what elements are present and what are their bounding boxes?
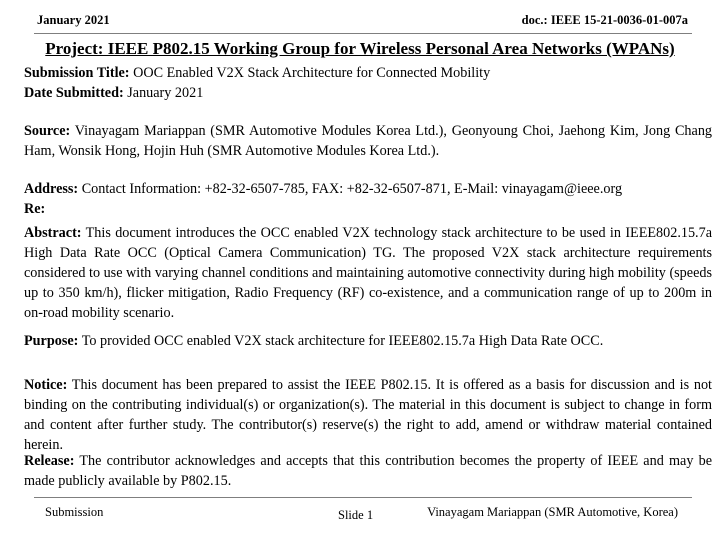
date-submitted-value: January 2021 (127, 85, 204, 101)
footer-slide-number: Slide 1 (338, 508, 374, 522)
re-field (24, 199, 712, 219)
abstract-label: Abstract: (24, 225, 82, 241)
source-value: Vinayagam Mariappan (SMR Automotive Modules Korea Ltd.), Geonyoung Choi, Jaehong Kim, Jong Chang Ham, Wonsik Hong, Hojin Huh (SMR Automotive Modules Korea Ltd.). (24, 123, 713, 159)
submission-title-label: Submission Title: (24, 65, 130, 81)
notice-field (24, 375, 712, 455)
source-label: Source: (24, 123, 71, 139)
release-value: The contributor acknowledges and accepts that this contribution becomes the property of IEEE and may be made publicly available by P802.15. (24, 453, 712, 489)
abstract-field (24, 223, 712, 323)
date-submitted-field (24, 83, 712, 103)
notice-value: This document has been prepared to assist the IEEE P802.15. It is offered as a basis for discussion and is not binding on the contributing individual(s) or organization(s). The material in this document is subject to change in form and content after further study. The contributor(s) reserve(s) the right to add, amend or withdraw material contained herein. (24, 377, 712, 453)
project-title: Project: IEEE P802.15 Working Group for Wireless Personal Area Networks (WPANs) (45, 39, 675, 58)
address-value: Contact Information: +82-32-6507-785, FAX: +82-32-6507-871, E-Mail: vinayagam@ieee.org (81, 181, 623, 197)
address-label: Address: (24, 181, 79, 197)
release-field (24, 451, 712, 491)
release-label: Release: (24, 453, 75, 469)
source-field (24, 121, 712, 161)
purpose-label: Purpose: (24, 333, 79, 349)
notice-label: Notice: (24, 377, 68, 393)
abstract-value: This document introduces the OCC enabled V2X technology stack architecture to be used in IEEE802.15.7a High Data Rate OCC (Optical Camera Communication) TG. The proposed V2X stack architecture requirements considered to use with varying channel conditions and maintaining automotive connectivity during high mobility (speeds up to 350 km/h), flicker mitigation, Radio Frequency (RF) co-existence, and a communication range of up to 200m in on-road mobility scenario. (24, 225, 712, 321)
header-divider (34, 33, 692, 34)
footer-submission: Submission (45, 505, 104, 519)
purpose-field (24, 331, 712, 351)
footer-author: Vinayagam Mariappan (SMR Automotive, Korea) (427, 505, 678, 519)
address-field (24, 179, 712, 199)
footer-divider (34, 497, 692, 498)
purpose-value: To provided OCC enabled V2X stack architecture for IEEE802.15.7a High Data Rate OCC. (81, 333, 604, 349)
date-submitted-label: Date Submitted: (24, 85, 124, 101)
submission-title-field (24, 63, 712, 83)
submission-title-value: OOC Enabled V2X Stack Architecture for Connected Mobility (133, 65, 491, 81)
re-label: Re: (24, 201, 46, 217)
header-doc-id: doc.: IEEE 15-21-0036-01-007a (521, 13, 688, 27)
header-date: January 2021 (37, 13, 110, 27)
